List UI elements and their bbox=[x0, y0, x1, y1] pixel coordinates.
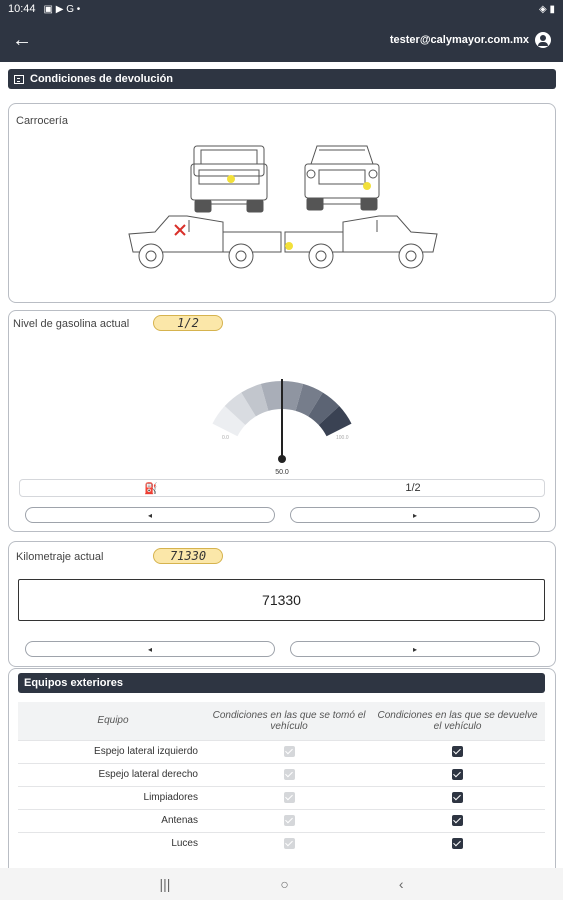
mileage-increase-button[interactable]: ▸ bbox=[290, 641, 540, 657]
bodywork-card bbox=[8, 103, 556, 303]
equipment-section-header bbox=[18, 673, 545, 693]
fuel-gauge[interactable] bbox=[9, 311, 557, 481]
table-row bbox=[18, 809, 545, 832]
table-row bbox=[18, 786, 545, 809]
mileage-badge: 71330 bbox=[153, 548, 223, 564]
fuel-label: Nivel de gasolina actual bbox=[13, 318, 130, 330]
col-header-returned: Condiciones en las que se devuelve el vehículo bbox=[370, 702, 545, 740]
gauge-max-label: 100.0 bbox=[336, 435, 349, 441]
status-bar bbox=[0, 0, 563, 18]
list-icon bbox=[14, 75, 24, 84]
conditions-section-header bbox=[8, 69, 556, 89]
damage-marker-x bbox=[175, 225, 185, 235]
notification-icons: ▣ ▶ G • bbox=[43, 3, 81, 15]
taken-checkbox bbox=[284, 746, 295, 757]
fuel-increase-button[interactable]: ▸ bbox=[290, 507, 540, 523]
home-button[interactable]: ○ bbox=[280, 876, 289, 892]
marker-dot-rear bbox=[227, 175, 235, 183]
bodywork-label: Carrocería bbox=[16, 115, 68, 127]
returned-checkbox[interactable] bbox=[452, 769, 463, 780]
mileage-decrease-button[interactable]: ◂ bbox=[25, 641, 275, 657]
recents-button[interactable]: ||| bbox=[159, 876, 171, 892]
gauge-min-label: 0.0 bbox=[222, 435, 229, 441]
taken-checkbox bbox=[284, 769, 295, 780]
equipment-name: Limpiadores bbox=[18, 786, 208, 809]
fuel-decrease-button[interactable]: ◂ bbox=[25, 507, 275, 523]
fuel-card bbox=[8, 310, 556, 532]
returned-checkbox[interactable] bbox=[452, 792, 463, 803]
equipment-name: Espejo lateral izquierdo bbox=[18, 740, 208, 763]
table-row bbox=[18, 740, 545, 763]
col-header-equipment: Equipo bbox=[18, 702, 208, 740]
marker-dot-front bbox=[363, 182, 371, 190]
gauge-value: 50.0 bbox=[275, 469, 289, 476]
returned-checkbox[interactable] bbox=[452, 746, 463, 757]
marker-dot-side bbox=[285, 242, 293, 250]
equipment-name: Antenas bbox=[18, 809, 208, 832]
conditions-section-title: Condiciones de devolución bbox=[30, 73, 174, 85]
fuel-row-value: 1/2 bbox=[405, 482, 421, 494]
back-arrow-icon[interactable]: ← bbox=[12, 28, 32, 51]
truck-right-side-view bbox=[285, 216, 437, 268]
taken-checkbox bbox=[284, 792, 295, 803]
gauge-pivot bbox=[278, 455, 286, 463]
user-email: tester@calymayor.com.mx bbox=[389, 34, 529, 46]
mileage-label: Kilometraje actual bbox=[16, 551, 104, 563]
mileage-input[interactable]: 71330 bbox=[18, 579, 545, 621]
equipment-name: Espejo lateral derecho bbox=[18, 763, 208, 786]
system-nav-bar bbox=[0, 868, 563, 900]
taken-checkbox bbox=[284, 838, 295, 849]
equipment-name: Luces bbox=[18, 832, 208, 855]
returned-checkbox[interactable] bbox=[452, 815, 463, 826]
truck-left-side-view bbox=[129, 216, 281, 268]
app-bar bbox=[0, 18, 563, 62]
col-header-taken: Condiciones en las que se tomó el vehículo bbox=[208, 702, 370, 740]
truck-front-view bbox=[305, 146, 379, 210]
truck-diagram[interactable] bbox=[9, 104, 557, 304]
fuel-pump-icon: ⛽ bbox=[144, 482, 158, 495]
returned-checkbox[interactable] bbox=[452, 838, 463, 849]
table-row bbox=[18, 832, 545, 855]
taken-checkbox bbox=[284, 815, 295, 826]
fuel-value-row bbox=[19, 479, 545, 497]
status-time: 10:44 bbox=[8, 3, 36, 15]
table-row bbox=[18, 763, 545, 786]
equipment-section-title: Equipos exteriores bbox=[24, 677, 124, 689]
system-icons: ◈ ▮ bbox=[539, 3, 555, 15]
equipment-table bbox=[18, 702, 545, 855]
account-icon[interactable] bbox=[535, 32, 551, 48]
nav-back-button[interactable]: ‹ bbox=[398, 876, 404, 892]
fuel-badge: 1/2 bbox=[153, 315, 223, 331]
